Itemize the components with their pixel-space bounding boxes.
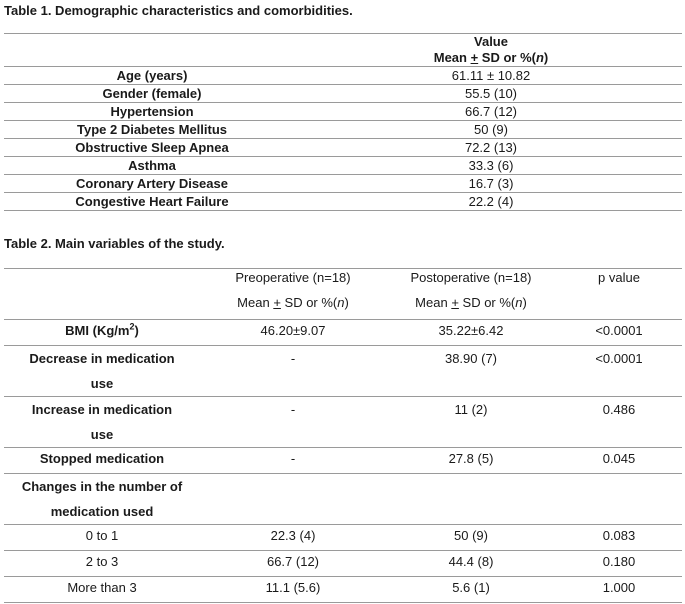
table1-header-value: Value bbox=[300, 34, 682, 50]
cell-pre: 11.1 (5.6) bbox=[200, 577, 386, 603]
cell-p: 0.083 bbox=[556, 525, 682, 551]
cell-pre: - bbox=[200, 448, 386, 474]
table-row bbox=[4, 448, 682, 474]
row-value: 33.3 (6) bbox=[300, 157, 682, 175]
table1-caption: Table 1. Demographic characteristics and comorbidities. bbox=[4, 3, 353, 18]
table1-subheader-blank bbox=[4, 49, 300, 67]
table1-header-row bbox=[4, 34, 682, 50]
row-label: 0 to 1 bbox=[4, 525, 200, 551]
row-label: Congestive Heart Failure bbox=[4, 193, 300, 211]
table-row bbox=[4, 157, 682, 175]
row-label: More than 3 bbox=[4, 577, 200, 603]
subheader-p-blank bbox=[556, 294, 682, 320]
table1-header-blank bbox=[4, 34, 300, 50]
cell-post: 35.22±6.42 bbox=[386, 320, 556, 346]
cell-post: 27.8 (5) bbox=[386, 448, 556, 474]
row-label: Changes in the number of medication used bbox=[4, 474, 200, 525]
cell-pre: - bbox=[200, 397, 386, 448]
cell-p: <0.0001 bbox=[556, 346, 682, 397]
header-p-value: p value bbox=[556, 269, 682, 295]
table2-header-blank bbox=[4, 269, 200, 295]
row-label: Stopped medication bbox=[4, 448, 200, 474]
table-row bbox=[4, 85, 682, 103]
row-value: 55.5 (10) bbox=[300, 85, 682, 103]
demographics-table bbox=[4, 33, 682, 211]
table-row bbox=[4, 175, 682, 193]
row-value: 22.2 (4) bbox=[300, 193, 682, 211]
row-value: 61.11 ± 10.82 bbox=[300, 67, 682, 85]
row-label: Age (years) bbox=[4, 67, 300, 85]
row-label: Decrease in medication use bbox=[4, 346, 200, 397]
subheader-preoperative: Mean + SD or %(n) bbox=[200, 294, 386, 320]
table-row bbox=[4, 103, 682, 121]
cell-p: 0.045 bbox=[556, 448, 682, 474]
cell-p bbox=[556, 474, 682, 525]
subheader-postoperative: Mean + SD or %(n) bbox=[386, 294, 556, 320]
row-label: Type 2 Diabetes Mellitus bbox=[4, 121, 300, 139]
cell-p: 0.180 bbox=[556, 551, 682, 577]
cell-pre bbox=[200, 474, 386, 525]
table-row bbox=[4, 577, 682, 603]
table-row bbox=[4, 474, 682, 525]
table1-subheader-row bbox=[4, 49, 682, 67]
table-row bbox=[4, 551, 682, 577]
cell-post: 44.4 (8) bbox=[386, 551, 556, 577]
cell-post: 5.6 (1) bbox=[386, 577, 556, 603]
row-label: Increase in medication use bbox=[4, 397, 200, 448]
row-label: Obstructive Sleep Apnea bbox=[4, 139, 300, 157]
study-variables-table bbox=[4, 268, 682, 603]
table-row bbox=[4, 525, 682, 551]
cell-pre: - bbox=[200, 346, 386, 397]
row-value: 50 (9) bbox=[300, 121, 682, 139]
row-label: Hypertension bbox=[4, 103, 300, 121]
cell-p: <0.0001 bbox=[556, 320, 682, 346]
row-label: Gender (female) bbox=[4, 85, 300, 103]
cell-pre: 46.20±9.07 bbox=[200, 320, 386, 346]
table-row bbox=[4, 320, 682, 346]
table2-subheader-blank bbox=[4, 294, 200, 320]
table2-header-row bbox=[4, 269, 682, 295]
row-label: Coronary Artery Disease bbox=[4, 175, 300, 193]
cell-post: 50 (9) bbox=[386, 525, 556, 551]
cell-p: 1.000 bbox=[556, 577, 682, 603]
table-row bbox=[4, 67, 682, 85]
row-label: 2 to 3 bbox=[4, 551, 200, 577]
table1-subheader-stat: Mean + SD or %(n) bbox=[300, 49, 682, 67]
table-row bbox=[4, 193, 682, 211]
row-value: 66.7 (12) bbox=[300, 103, 682, 121]
table-row bbox=[4, 346, 682, 397]
row-label: Asthma bbox=[4, 157, 300, 175]
row-value: 16.7 (3) bbox=[300, 175, 682, 193]
header-postoperative: Postoperative (n=18) bbox=[386, 269, 556, 295]
table-row bbox=[4, 121, 682, 139]
table-row bbox=[4, 139, 682, 157]
table2-caption: Table 2. Main variables of the study. bbox=[4, 236, 225, 251]
header-preoperative: Preoperative (n=18) bbox=[200, 269, 386, 295]
row-value: 72.2 (13) bbox=[300, 139, 682, 157]
cell-p: 0.486 bbox=[556, 397, 682, 448]
cell-pre: 66.7 (12) bbox=[200, 551, 386, 577]
cell-post: 38.90 (7) bbox=[386, 346, 556, 397]
cell-pre: 22.3 (4) bbox=[200, 525, 386, 551]
cell-post: 11 (2) bbox=[386, 397, 556, 448]
cell-post bbox=[386, 474, 556, 525]
table2-subheader-row bbox=[4, 294, 682, 320]
row-label-bmi: BMI $(Kg/m^2)$ bbox=[4, 320, 200, 346]
table-row bbox=[4, 397, 682, 448]
